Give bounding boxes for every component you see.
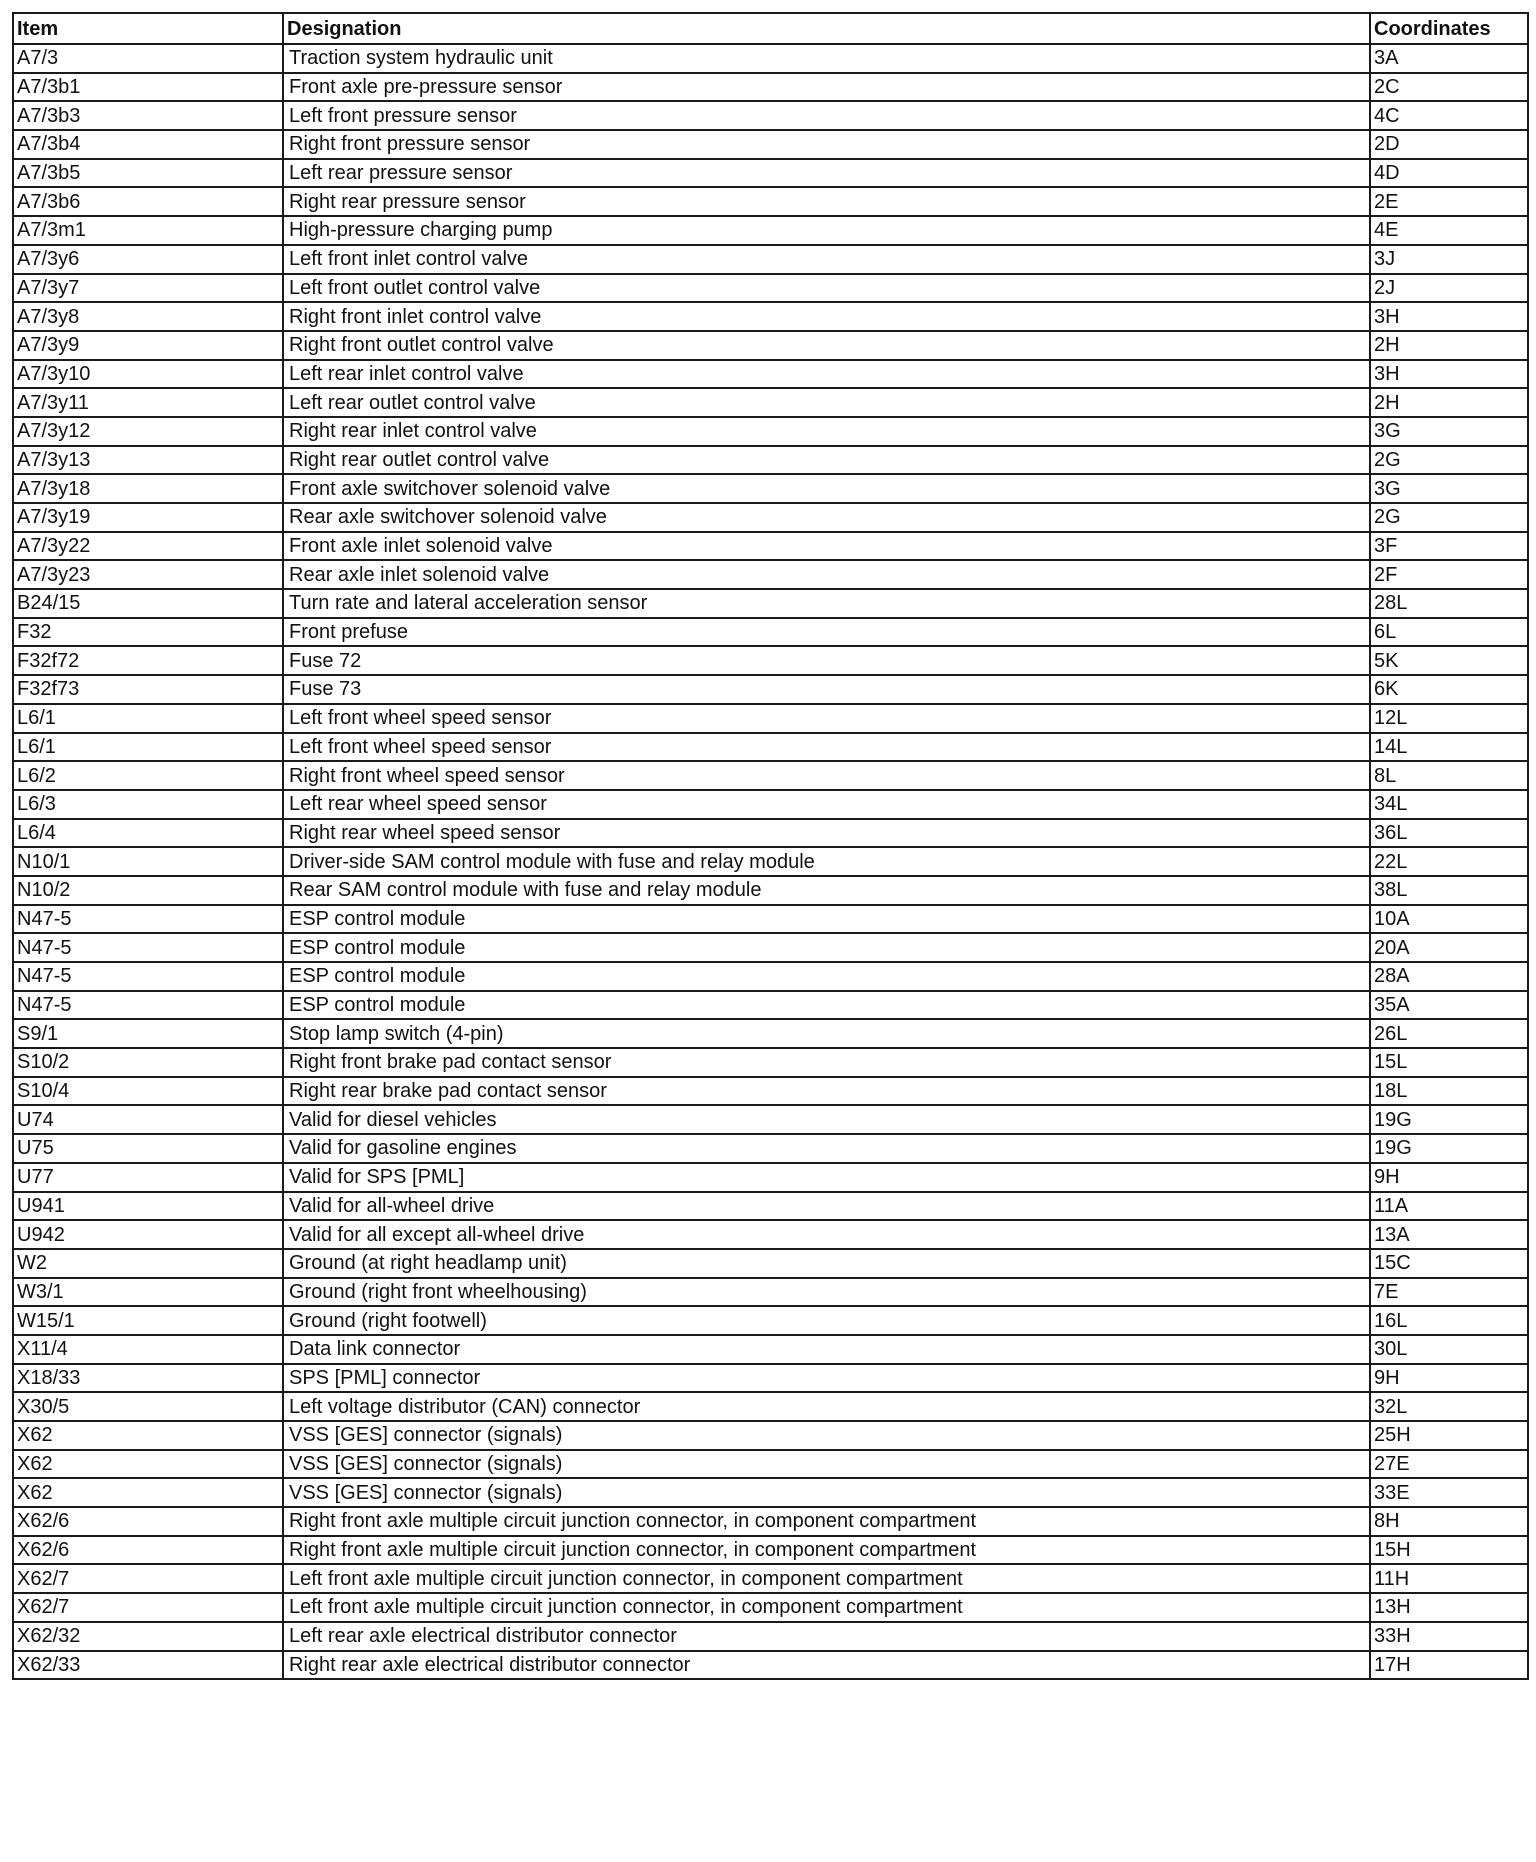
cell-designation: Left front axle multiple circuit junction connector, in component compartment	[283, 1564, 1370, 1593]
cell-coordinates: 6K	[1370, 675, 1528, 704]
cell-item: N47-5	[13, 991, 283, 1020]
table-row	[13, 847, 1528, 876]
cell-designation: Left front wheel speed sensor	[283, 704, 1370, 733]
cell-coordinates: 16L	[1370, 1306, 1528, 1335]
cell-designation: Left front inlet control valve	[283, 245, 1370, 274]
cell-item: X62/6	[13, 1507, 283, 1536]
cell-item: A7/3y7	[13, 274, 283, 303]
table-row	[13, 474, 1528, 503]
cell-coordinates: 26L	[1370, 1019, 1528, 1048]
cell-coordinates: 13A	[1370, 1220, 1528, 1249]
cell-coordinates: 9H	[1370, 1364, 1528, 1393]
cell-designation: Rear SAM control module with fuse and relay module	[283, 876, 1370, 905]
cell-coordinates: 15H	[1370, 1536, 1528, 1565]
cell-item: X62	[13, 1450, 283, 1479]
table-row	[13, 1192, 1528, 1221]
cell-item: X30/5	[13, 1392, 283, 1421]
cell-coordinates: 6L	[1370, 618, 1528, 647]
cell-designation: Rear axle switchover solenoid valve	[283, 503, 1370, 532]
cell-item: U942	[13, 1220, 283, 1249]
cell-designation: Valid for all except all-wheel drive	[283, 1220, 1370, 1249]
cell-item: A7/3y13	[13, 446, 283, 475]
cell-item: U75	[13, 1134, 283, 1163]
table-row	[13, 1134, 1528, 1163]
cell-designation: ESP control module	[283, 905, 1370, 934]
cell-item: F32f73	[13, 675, 283, 704]
cell-coordinates: 3A	[1370, 44, 1528, 73]
cell-designation: Turn rate and lateral acceleration sensor	[283, 589, 1370, 618]
cell-designation: Valid for diesel vehicles	[283, 1105, 1370, 1134]
table-row	[13, 560, 1528, 589]
table-row	[13, 1220, 1528, 1249]
cell-coordinates: 3G	[1370, 474, 1528, 503]
cell-item: A7/3y8	[13, 302, 283, 331]
cell-item: X62	[13, 1478, 283, 1507]
table-row	[13, 761, 1528, 790]
table-row	[13, 159, 1528, 188]
cell-item: L6/1	[13, 733, 283, 762]
cell-designation: Right front pressure sensor	[283, 130, 1370, 159]
cell-designation: Ground (right front wheelhousing)	[283, 1278, 1370, 1307]
cell-designation: Left rear outlet control valve	[283, 388, 1370, 417]
table-row	[13, 589, 1528, 618]
table-row	[13, 1564, 1528, 1593]
cell-item: A7/3b5	[13, 159, 283, 188]
cell-item: U941	[13, 1192, 283, 1221]
cell-designation: Ground (right footwell)	[283, 1306, 1370, 1335]
table-row	[13, 733, 1528, 762]
cell-coordinates: 19G	[1370, 1134, 1528, 1163]
table-row	[13, 388, 1528, 417]
cell-item: L6/3	[13, 790, 283, 819]
cell-item: B24/15	[13, 589, 283, 618]
cell-designation: Left rear axle electrical distributor connector	[283, 1622, 1370, 1651]
cell-designation: Right rear outlet control valve	[283, 446, 1370, 475]
table-row	[13, 360, 1528, 389]
cell-coordinates: 19G	[1370, 1105, 1528, 1134]
cell-item: X62/7	[13, 1593, 283, 1622]
cell-designation: Right front axle multiple circuit junction connector, in component compartment	[283, 1507, 1370, 1536]
header-coordinates: Coordinates	[1370, 13, 1528, 44]
cell-designation: Left front outlet control valve	[283, 274, 1370, 303]
table-row	[13, 1249, 1528, 1278]
cell-item: A7/3b4	[13, 130, 283, 159]
cell-item: X62/7	[13, 1564, 283, 1593]
cell-designation: Right rear axle electrical distributor connector	[283, 1651, 1370, 1680]
table-row	[13, 1077, 1528, 1106]
cell-coordinates: 34L	[1370, 790, 1528, 819]
cell-coordinates: 8H	[1370, 1507, 1528, 1536]
cell-item: U74	[13, 1105, 283, 1134]
cell-designation: Fuse 72	[283, 646, 1370, 675]
cell-item: W15/1	[13, 1306, 283, 1335]
cell-coordinates: 2D	[1370, 130, 1528, 159]
cell-item: S10/2	[13, 1048, 283, 1077]
table-row	[13, 704, 1528, 733]
cell-coordinates: 33H	[1370, 1622, 1528, 1651]
cell-coordinates: 10A	[1370, 905, 1528, 934]
cell-coordinates: 33E	[1370, 1478, 1528, 1507]
cell-item: A7/3	[13, 44, 283, 73]
cell-item: N10/2	[13, 876, 283, 905]
table-row	[13, 101, 1528, 130]
cell-designation: Right front outlet control valve	[283, 331, 1370, 360]
cell-designation: Right front wheel speed sensor	[283, 761, 1370, 790]
table-row	[13, 1392, 1528, 1421]
cell-coordinates: 4C	[1370, 101, 1528, 130]
cell-coordinates: 12L	[1370, 704, 1528, 733]
cell-coordinates: 18L	[1370, 1077, 1528, 1106]
cell-designation: SPS [PML] connector	[283, 1364, 1370, 1393]
cell-designation: Left voltage distributor (CAN) connector	[283, 1392, 1370, 1421]
cell-item: X18/33	[13, 1364, 283, 1393]
cell-designation: Driver-side SAM control module with fuse and relay module	[283, 847, 1370, 876]
cell-coordinates: 9H	[1370, 1163, 1528, 1192]
component-table	[12, 12, 1529, 1680]
cell-designation: VSS [GES] connector (signals)	[283, 1450, 1370, 1479]
cell-coordinates: 3H	[1370, 360, 1528, 389]
cell-coordinates: 27E	[1370, 1450, 1528, 1479]
cell-coordinates: 38L	[1370, 876, 1528, 905]
cell-item: L6/1	[13, 704, 283, 733]
table-row	[13, 130, 1528, 159]
cell-coordinates: 15L	[1370, 1048, 1528, 1077]
cell-item: X11/4	[13, 1335, 283, 1364]
cell-item: A7/3b1	[13, 73, 283, 102]
table-row	[13, 1278, 1528, 1307]
cell-coordinates: 2H	[1370, 331, 1528, 360]
cell-item: N47-5	[13, 905, 283, 934]
cell-item: A7/3y10	[13, 360, 283, 389]
cell-item: W2	[13, 1249, 283, 1278]
cell-designation: Traction system hydraulic unit	[283, 44, 1370, 73]
cell-designation: Stop lamp switch (4-pin)	[283, 1019, 1370, 1048]
cell-designation: Right front brake pad contact sensor	[283, 1048, 1370, 1077]
table-row	[13, 646, 1528, 675]
cell-designation: Valid for gasoline engines	[283, 1134, 1370, 1163]
table-row	[13, 1478, 1528, 1507]
table-row	[13, 618, 1528, 647]
cell-designation: Left front pressure sensor	[283, 101, 1370, 130]
cell-coordinates: 5K	[1370, 646, 1528, 675]
cell-item: A7/3y12	[13, 417, 283, 446]
cell-item: N47-5	[13, 962, 283, 991]
cell-coordinates: 3J	[1370, 245, 1528, 274]
cell-coordinates: 8L	[1370, 761, 1528, 790]
cell-item: U77	[13, 1163, 283, 1192]
table-row	[13, 503, 1528, 532]
cell-coordinates: 4D	[1370, 159, 1528, 188]
cell-item: L6/4	[13, 819, 283, 848]
cell-designation: ESP control module	[283, 991, 1370, 1020]
cell-coordinates: 28A	[1370, 962, 1528, 991]
cell-coordinates: 2J	[1370, 274, 1528, 303]
cell-coordinates: 11H	[1370, 1564, 1528, 1593]
cell-designation: Right front inlet control valve	[283, 302, 1370, 331]
cell-coordinates: 2G	[1370, 503, 1528, 532]
cell-designation: Right rear wheel speed sensor	[283, 819, 1370, 848]
cell-item: A7/3y11	[13, 388, 283, 417]
cell-designation: Front axle inlet solenoid valve	[283, 532, 1370, 561]
cell-designation: ESP control module	[283, 962, 1370, 991]
cell-coordinates: 25H	[1370, 1421, 1528, 1450]
cell-designation: Left rear wheel speed sensor	[283, 790, 1370, 819]
cell-coordinates: 2C	[1370, 73, 1528, 102]
cell-item: N10/1	[13, 847, 283, 876]
table-row	[13, 417, 1528, 446]
cell-coordinates: 13H	[1370, 1593, 1528, 1622]
cell-coordinates: 7E	[1370, 1278, 1528, 1307]
table-row	[13, 331, 1528, 360]
cell-designation: VSS [GES] connector (signals)	[283, 1478, 1370, 1507]
cell-coordinates: 2F	[1370, 560, 1528, 589]
table-row	[13, 1163, 1528, 1192]
table-row	[13, 905, 1528, 934]
table-row	[13, 44, 1528, 73]
cell-item: F32f72	[13, 646, 283, 675]
cell-item: X62	[13, 1421, 283, 1450]
cell-designation: Right rear inlet control valve	[283, 417, 1370, 446]
table-row	[13, 790, 1528, 819]
table-row	[13, 1364, 1528, 1393]
cell-designation: Left rear pressure sensor	[283, 159, 1370, 188]
table-row	[13, 274, 1528, 303]
cell-designation: Left front wheel speed sensor	[283, 733, 1370, 762]
cell-coordinates: 32L	[1370, 1392, 1528, 1421]
header-row	[13, 13, 1528, 44]
table-row	[13, 216, 1528, 245]
table-row	[13, 675, 1528, 704]
table-row	[13, 1450, 1528, 1479]
cell-coordinates: 3H	[1370, 302, 1528, 331]
cell-item: S9/1	[13, 1019, 283, 1048]
cell-item: F32	[13, 618, 283, 647]
table-row	[13, 302, 1528, 331]
cell-coordinates: 14L	[1370, 733, 1528, 762]
cell-designation: Front prefuse	[283, 618, 1370, 647]
table-row	[13, 1019, 1528, 1048]
cell-designation: Rear axle inlet solenoid valve	[283, 560, 1370, 589]
cell-coordinates: 15C	[1370, 1249, 1528, 1278]
cell-coordinates: 20A	[1370, 933, 1528, 962]
table-row	[13, 819, 1528, 848]
table-row	[13, 1593, 1528, 1622]
table-row	[13, 73, 1528, 102]
cell-designation: Left front axle multiple circuit junction connector, in component compartment	[283, 1593, 1370, 1622]
cell-designation: VSS [GES] connector (signals)	[283, 1421, 1370, 1450]
table-row	[13, 1105, 1528, 1134]
cell-designation: Valid for all-wheel drive	[283, 1192, 1370, 1221]
component-table-container	[12, 12, 1529, 1680]
cell-designation: Right rear brake pad contact sensor	[283, 1077, 1370, 1106]
table-row	[13, 1048, 1528, 1077]
cell-item: X62/33	[13, 1651, 283, 1680]
cell-item: W3/1	[13, 1278, 283, 1307]
cell-item: A7/3y18	[13, 474, 283, 503]
cell-coordinates: 3G	[1370, 417, 1528, 446]
cell-designation: Front axle switchover solenoid valve	[283, 474, 1370, 503]
table-row	[13, 532, 1528, 561]
cell-coordinates: 2G	[1370, 446, 1528, 475]
cell-coordinates: 11A	[1370, 1192, 1528, 1221]
cell-designation: Front axle pre-pressure sensor	[283, 73, 1370, 102]
cell-coordinates: 36L	[1370, 819, 1528, 848]
cell-item: S10/4	[13, 1077, 283, 1106]
cell-coordinates: 2E	[1370, 187, 1528, 216]
header-item: Item	[13, 13, 283, 44]
cell-item: A7/3m1	[13, 216, 283, 245]
table-row	[13, 1622, 1528, 1651]
table-row	[13, 1306, 1528, 1335]
table-row	[13, 1536, 1528, 1565]
cell-coordinates: 35A	[1370, 991, 1528, 1020]
cell-item: L6/2	[13, 761, 283, 790]
table-row	[13, 1335, 1528, 1364]
cell-coordinates: 4E	[1370, 216, 1528, 245]
table-row	[13, 245, 1528, 274]
cell-item: A7/3b6	[13, 187, 283, 216]
cell-item: N47-5	[13, 933, 283, 962]
table-body	[13, 44, 1528, 1679]
cell-designation: Right front axle multiple circuit junction connector, in component compartment	[283, 1536, 1370, 1565]
cell-designation: Valid for SPS [PML]	[283, 1163, 1370, 1192]
cell-designation: Data link connector	[283, 1335, 1370, 1364]
table-row	[13, 933, 1528, 962]
cell-coordinates: 30L	[1370, 1335, 1528, 1364]
cell-coordinates: 2H	[1370, 388, 1528, 417]
header-designation: Designation	[283, 13, 1370, 44]
table-row	[13, 962, 1528, 991]
cell-item: A7/3y19	[13, 503, 283, 532]
cell-item: A7/3y22	[13, 532, 283, 561]
cell-designation: Left rear inlet control valve	[283, 360, 1370, 389]
cell-item: A7/3y9	[13, 331, 283, 360]
table-row	[13, 1507, 1528, 1536]
cell-coordinates: 28L	[1370, 589, 1528, 618]
cell-coordinates: 22L	[1370, 847, 1528, 876]
table-row	[13, 1421, 1528, 1450]
table-row	[13, 991, 1528, 1020]
cell-item: X62/32	[13, 1622, 283, 1651]
cell-designation: Right rear pressure sensor	[283, 187, 1370, 216]
cell-designation: Ground (at right headlamp unit)	[283, 1249, 1370, 1278]
cell-designation: Fuse 73	[283, 675, 1370, 704]
table-row	[13, 187, 1528, 216]
cell-designation: ESP control module	[283, 933, 1370, 962]
table-row	[13, 1651, 1528, 1680]
cell-coordinates: 3F	[1370, 532, 1528, 561]
cell-item: A7/3y23	[13, 560, 283, 589]
table-row	[13, 446, 1528, 475]
cell-coordinates: 17H	[1370, 1651, 1528, 1680]
cell-item: X62/6	[13, 1536, 283, 1565]
table-row	[13, 876, 1528, 905]
cell-designation: High-pressure charging pump	[283, 216, 1370, 245]
cell-item: A7/3y6	[13, 245, 283, 274]
cell-item: A7/3b3	[13, 101, 283, 130]
